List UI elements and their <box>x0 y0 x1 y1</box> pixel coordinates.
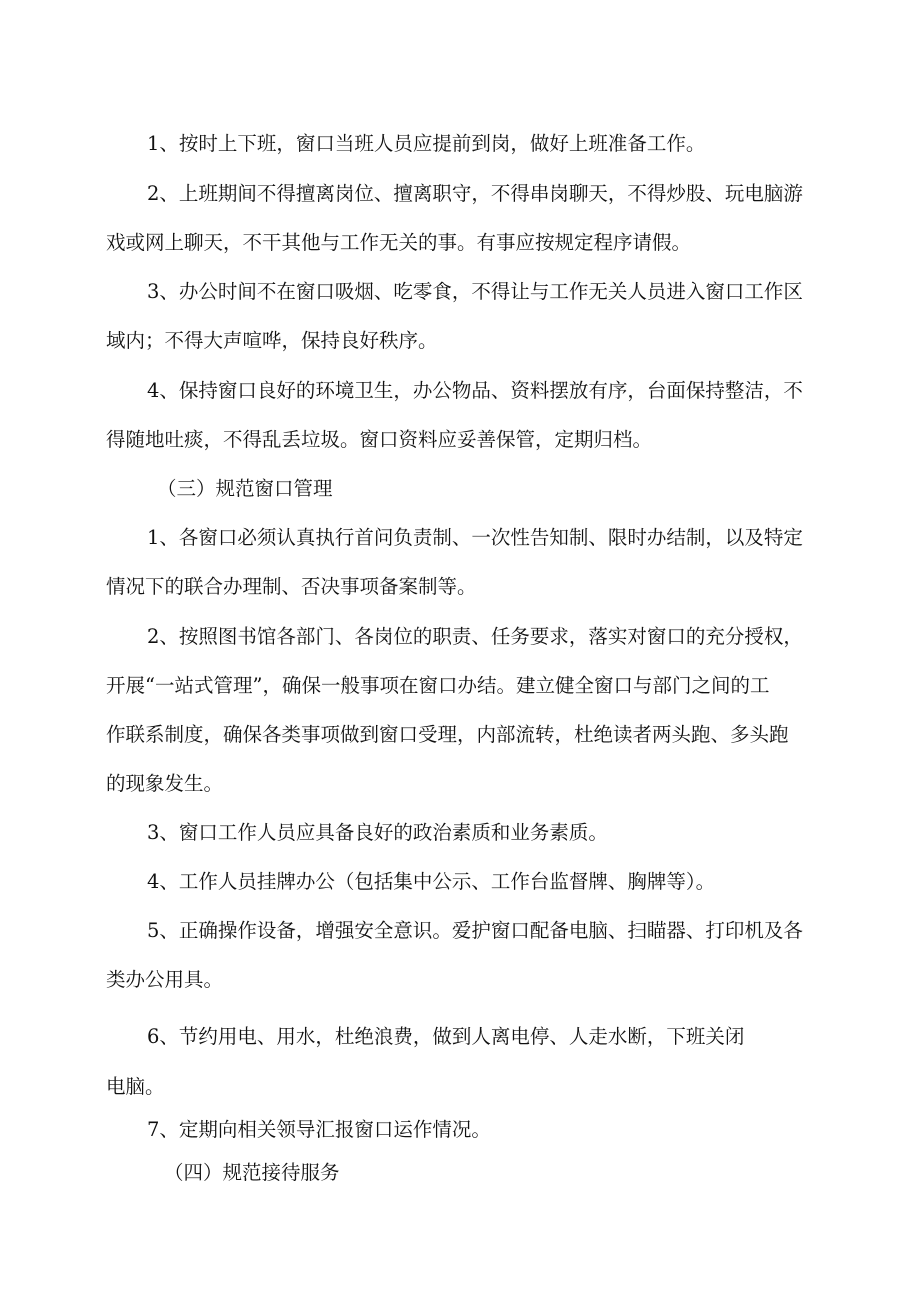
text-line: 开展“一站式管理”，确保一般事项在窗口办结。建立健全窗口与部门之间的工 <box>106 674 770 697</box>
text-line: 2、上班期间不得擅离岗位、擅离职守，不得串岗聊天，不得炒股、玩电脑游 <box>147 182 803 205</box>
text-line: 作联系制度，确保各类事项做到窗口受理，内部流转，杜绝读者两头跑、多头跑 <box>106 723 789 746</box>
text-line: 电脑。 <box>106 1075 165 1098</box>
text-line: 7、定期向相关领导汇报窗口运作情况。 <box>147 1118 491 1141</box>
text-line: 1、按时上下班，窗口当班人员应提前到岗，做好上班准备工作。 <box>147 132 706 155</box>
text-line: 的现象发生。 <box>106 772 224 795</box>
text-line: 得随地吐痰，不得乱丢垃圾。窗口资料应妥善保管，定期归档。 <box>106 428 653 451</box>
text-line: 3、办公时间不在窗口吸烟、吃零食，不得让与工作无关人员进入窗口工作区 <box>147 280 803 303</box>
text-line: 4、工作人员挂牌办公（包括集中公示、工作台监督牌、胸牌等）。 <box>147 870 716 893</box>
text-line: 2、按照图书馆各部门、各岗位的职责、任务要求，落实对窗口的充分授权， <box>147 625 803 648</box>
text-line: 域内；不得大声喧哗，保持良好秩序。 <box>106 329 438 352</box>
text-line: 情况下的联合办理制、否决事项备案制等。 <box>106 575 477 598</box>
text-line: 1、各窗口必须认真执行首问负责制、一次性告知制、限时办结制，以及特定 <box>147 526 803 549</box>
text-line: 4、保持窗口良好的环境卫生，办公物品、资料摆放有序，台面保持整洁，不 <box>147 379 803 402</box>
section-heading: （三）规范窗口管理 <box>157 477 333 500</box>
text-line: 3、窗口工作人员应具备良好的政治素质和业务素质。 <box>147 821 608 844</box>
text-line: 6、节约用电、用水，杜绝浪费，做到人离电停、人走水断，下班关闭 <box>147 1025 745 1048</box>
section-heading: （四）规范接待服务 <box>164 1161 340 1184</box>
text-line: 戏或网上聊天，不干其他与工作无关的事。有事应按规定程序请假。 <box>106 231 692 254</box>
text-line: 5、正确操作设备，增强安全意识。爱护窗口配备电脑、扫瞄器、打印机及各 <box>147 919 803 942</box>
text-line: 类办公用具。 <box>106 968 224 991</box>
